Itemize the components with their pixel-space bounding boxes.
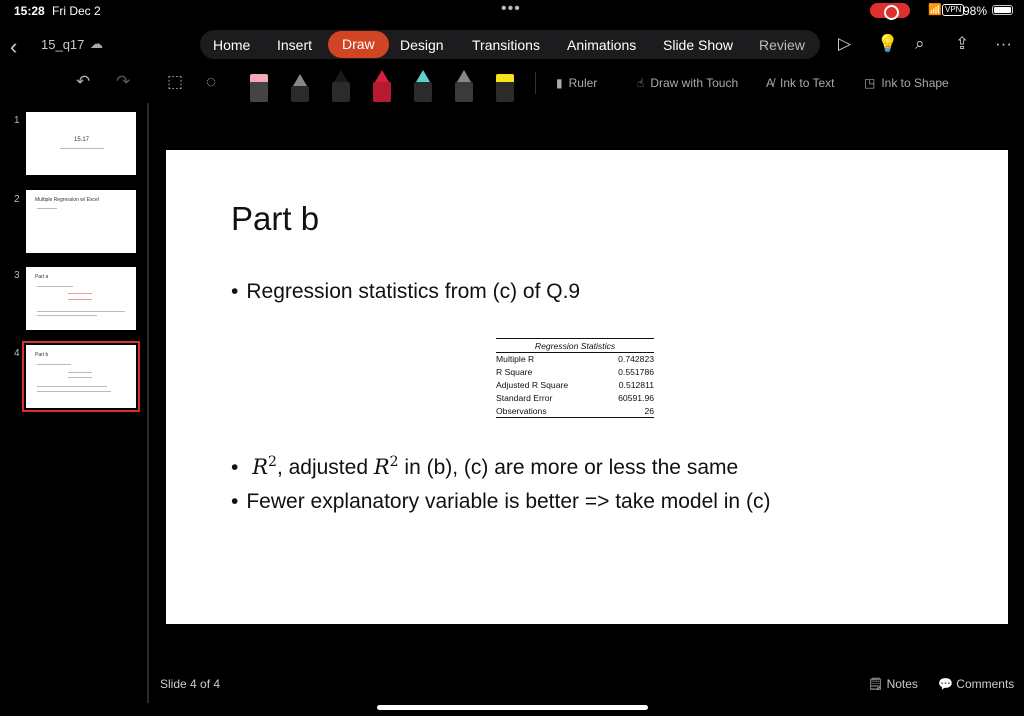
highlighter-icon[interactable] [494, 70, 516, 102]
slide-counter: Slide 4 of 4 [160, 677, 221, 691]
select-objects-icon[interactable]: ⬚ [167, 72, 184, 91]
tab-design[interactable]: Design [400, 37, 444, 53]
ribbon-divider [535, 72, 536, 94]
cloud-sync-icon[interactable]: ☁ [90, 36, 103, 51]
ribbon-tabs [200, 30, 820, 59]
red-pen-icon[interactable] [371, 70, 393, 102]
table-row: R Square 0.551786 [496, 367, 654, 378]
slide-canvas[interactable] [166, 150, 1008, 624]
slide-thumbnail-2[interactable]: Multiple Regression w/ Excel [26, 190, 136, 253]
thumbnail-number: 1 [14, 115, 20, 126]
battery-icon [992, 5, 1013, 15]
ink-text-icon: A̸ [766, 76, 775, 90]
tab-home[interactable]: Home [213, 37, 251, 53]
slide-thumbnail-1[interactable]: 15.17 [26, 112, 136, 175]
share-icon[interactable]: ⇪ [955, 34, 970, 53]
slide-thumbnails-panel [0, 103, 148, 703]
battery-percent: 98% [963, 4, 988, 18]
tab-transitions[interactable]: Transitions [472, 37, 540, 53]
lasso-select-icon[interactable]: ◌ [206, 72, 217, 91]
tab-draw[interactable]: Draw [328, 31, 389, 58]
ruler-button[interactable]: ▮ Ruler [556, 76, 598, 90]
notes-icon: 🗒 [868, 677, 887, 691]
slide-thumbnail-4[interactable]: Part b [26, 345, 136, 408]
ink-shape-icon: ◳ [864, 76, 876, 90]
comments-button[interactable]: 💬 Comments [938, 677, 1015, 691]
ink-to-shape-button[interactable]: ◳ Ink to Shape [864, 76, 949, 90]
vpn-badge: VPN [942, 4, 964, 16]
action-pen-icon[interactable] [289, 70, 311, 102]
tab-review[interactable]: Review [759, 37, 805, 53]
draw-with-touch-button[interactable]: ☝ Draw with Touch [637, 76, 739, 90]
table-row: Adjusted R Square 0.512811 [496, 379, 654, 390]
more-icon[interactable]: ··· [995, 34, 1012, 53]
thumbnail-number: 2 [14, 194, 20, 205]
redo-icon[interactable]: ↷ [116, 72, 131, 91]
table-row: Multiple R 0.742823 [496, 354, 654, 365]
play-icon[interactable]: ▷ [838, 34, 852, 53]
lightbulb-icon[interactable]: 💡 [877, 34, 899, 53]
slide-bullet-3[interactable]: • Fewer explanatory variable is better => take model in (c) [231, 490, 770, 514]
tab-animations[interactable]: Animations [567, 37, 637, 53]
screen-record-icon[interactable] [870, 3, 910, 18]
pencil-icon[interactable] [453, 70, 475, 102]
comment-icon: 💬 [938, 677, 957, 691]
math-r-squared: $R^2$ [252, 454, 277, 479]
wifi-icon: 📶 [928, 4, 942, 16]
thumbnail-number: 3 [14, 270, 20, 281]
notes-button[interactable]: 🗒 Notes [868, 677, 918, 691]
teal-pen-icon[interactable] [412, 70, 434, 102]
undo-icon[interactable]: ↶ [76, 72, 91, 91]
slide-title[interactable]: Part b [231, 200, 320, 237]
math-r-squared: $R^2$ [373, 454, 399, 479]
table-row: Standard Error 60591.96 [496, 392, 654, 403]
status-time: 15:28 [14, 4, 45, 18]
table-row: Observations 26 [496, 405, 654, 416]
search-icon[interactable]: ⌕ [915, 34, 925, 53]
slide-bullet-2[interactable]: • $R^2$, adjusted $R^2$ in (b), (c) are more or less the same [231, 454, 738, 480]
touch-icon: ☝ [637, 76, 645, 90]
tab-slide-show[interactable]: Slide Show [663, 37, 734, 53]
eraser-tool-icon[interactable] [248, 70, 270, 102]
tab-insert[interactable]: Insert [277, 37, 313, 53]
status-date: Fri Dec 2 [52, 4, 101, 18]
ink-to-text-button[interactable]: A̸ Ink to Text [766, 76, 835, 90]
panel-divider[interactable] [147, 103, 149, 703]
home-indicator[interactable] [377, 705, 648, 710]
file-name[interactable]: 15_q17 [41, 37, 85, 52]
ruler-icon: ▮ [556, 76, 563, 90]
slide-thumbnail-3[interactable]: Part a [26, 267, 136, 330]
black-pen-icon[interactable] [330, 70, 352, 102]
back-chevron-icon[interactable]: ‹ [10, 34, 18, 59]
multitasking-dots-icon[interactable]: ••• [501, 0, 521, 17]
table-header: Regression Statistics [496, 339, 654, 353]
status-bar [0, 0, 1024, 20]
slide-bullet-1[interactable]: • Regression statistics from (c) of Q.9 [231, 280, 580, 304]
thumbnail-number: 4 [14, 348, 20, 359]
regression-statistics-table[interactable] [496, 338, 654, 418]
